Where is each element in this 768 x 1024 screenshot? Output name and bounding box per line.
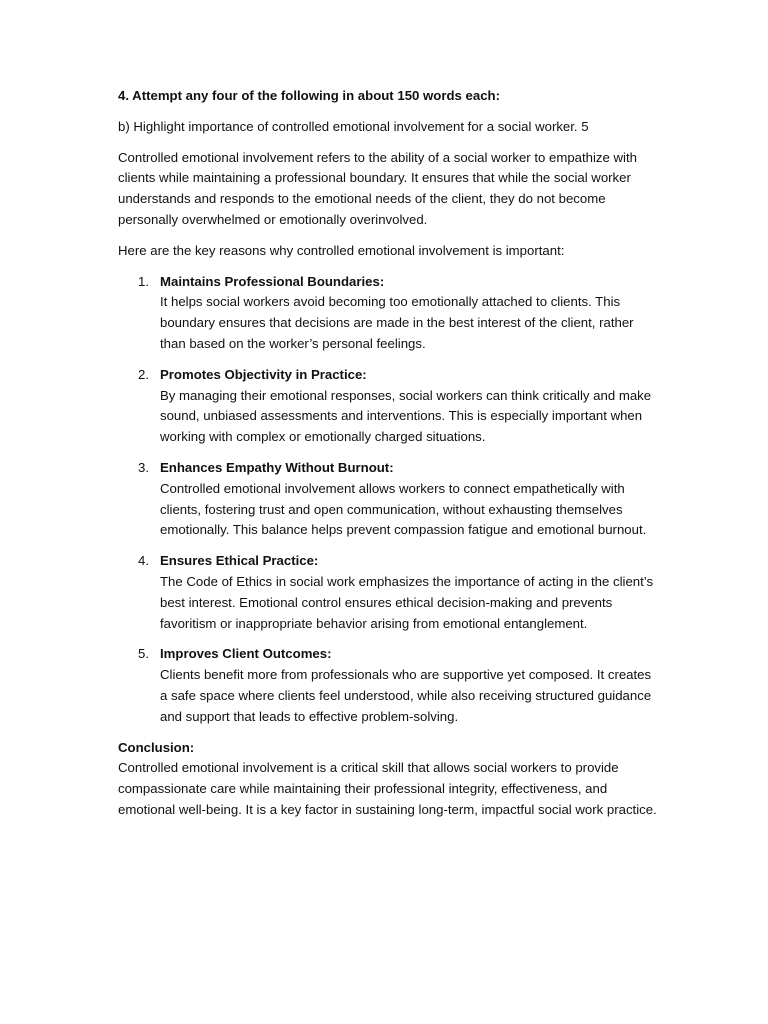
list-item-title: Promotes Objectivity in Practice:	[160, 366, 367, 382]
list-item-number: 4.	[138, 553, 149, 569]
document-body	[118, 86, 658, 821]
list-item-text: Controlled emotional involvement allows workers to connect empathetically with clients, fostering trust and open communication, without exhausting themselves emotionally. This balance helps prevent compassion fatigue and emotional burnout.	[160, 480, 647, 538]
list-item	[118, 272, 658, 355]
lead-in: Here are the key reasons why controlled emotional involvement is important:	[118, 242, 565, 258]
list-item-title: Enhances Empathy Without Burnout:	[160, 459, 394, 475]
list-item	[118, 551, 658, 634]
conclusion-section	[118, 738, 658, 821]
conclusion-text: Controlled emotional involvement is a critical skill that allows social workers to provide compassionate care while maintaining their professional integrity, effectiveness, and emotional well-being. It is a key factor in sustaining long-term, impactful social work practice.	[118, 760, 657, 817]
list-item	[118, 458, 658, 541]
list-item-number: 5.	[138, 646, 149, 662]
list-item	[118, 365, 658, 448]
list-item-text: It helps social workers avoid becoming too emotionally attached to clients. This boundary ensures that decisions are made in the best interest of the client, rather than based on the worker’s personal feelings.	[160, 294, 634, 351]
list-item	[118, 644, 658, 727]
list-item-text: The Code of Ethics in social work emphasizes the importance of acting in the client’s best interest. Emotional control ensures ethical decision-making and prevents favoritism or inappropriate behavior arising from emotional entanglement.	[160, 573, 654, 631]
list-item-number: 2.	[138, 366, 149, 382]
question-heading: 4. Attempt any four of the following in about 150 words each:	[118, 88, 500, 103]
list-item-number: 3.	[138, 459, 149, 475]
list-item-text: By managing their emotional responses, social workers can think critically and make sound, unbiased assessments and interventions. This is especially important when working with complex or emotionally charged situations.	[160, 387, 652, 445]
list-item-text: Clients benefit more from professionals who are supportive yet composed. It creates a safe space where clients feel understood, while also receiving structured guidance and support that leads to effective problem-solving.	[160, 667, 652, 724]
reasons-list	[118, 272, 658, 728]
list-item-title: Improves Client Outcomes:	[160, 646, 332, 662]
list-item-number: 1.	[138, 273, 149, 289]
list-item-title: Ensures Ethical Practice:	[160, 553, 319, 569]
list-item-title: Maintains Professional Boundaries:	[160, 273, 385, 289]
subquestion: b) Highlight importance of controlled emotional involvement for a social worker. 5	[118, 118, 589, 134]
conclusion-title: Conclusion:	[118, 739, 195, 755]
intro-paragraph: Controlled emotional involvement refers to the ability of a social worker to empathize with clients while maintaining a professional boundary. It ensures that while the social worker understands and responds to the emotional needs of the client, they do not become personally overwhelmed or emotionally overinvolved.	[118, 149, 637, 227]
